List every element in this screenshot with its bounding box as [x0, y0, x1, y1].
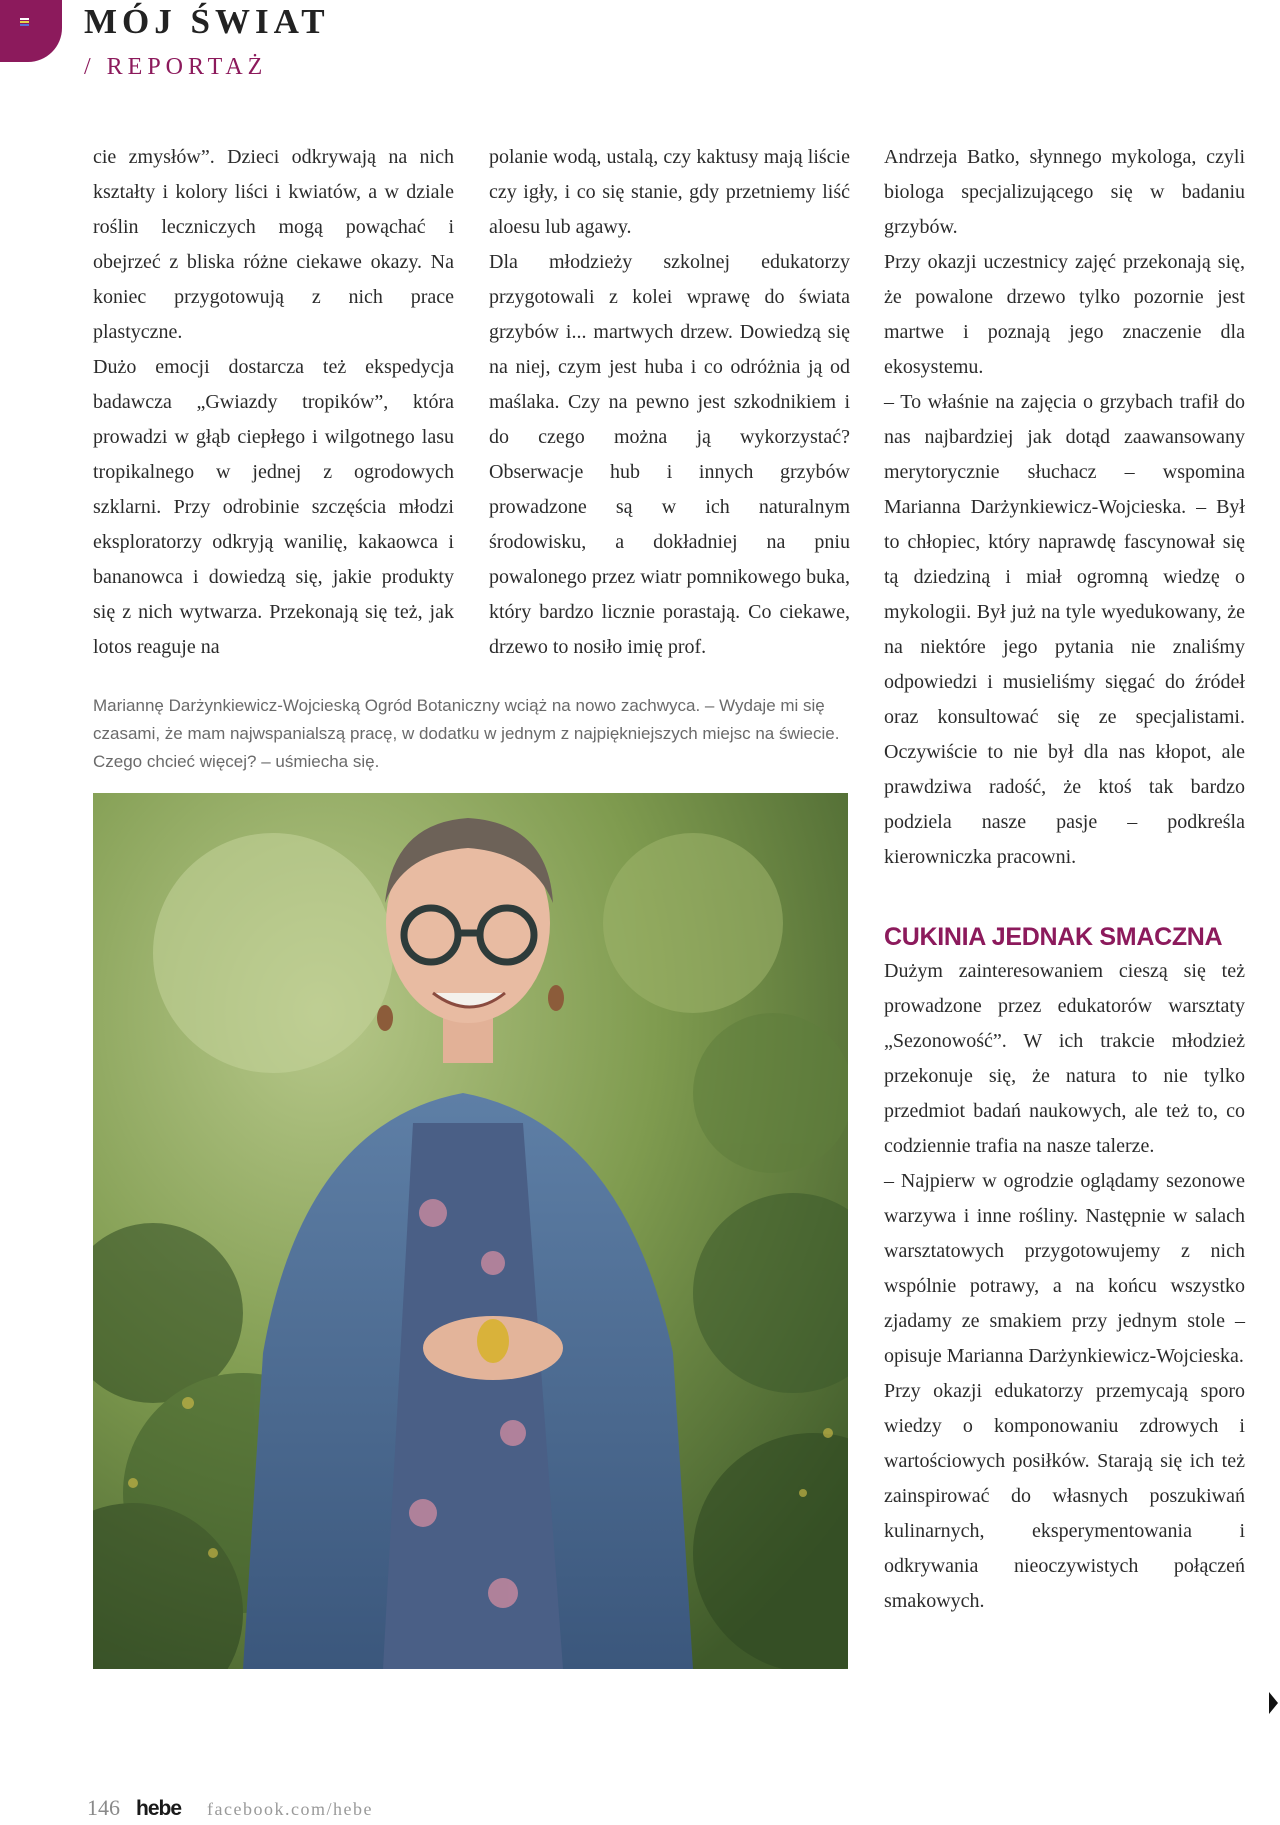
page-number: 146: [87, 1795, 120, 1820]
menu-button[interactable]: [0, 0, 62, 62]
paragraph: Dla młodzieży szkolnej edukatorzy przygotowali z kolei wprawę do świata grzybów i... martwych drzew. Dowiedzą się na niej, czym jest huba i co odróżnia ją od maślaka. Czy na pewno jest szkodnikiem i do czego można ją wykorzystać? Obserwacje hub i innych grzybów prowadzone są w ich naturalnym środowisku, a dokładniej na pniu powalonego przez wiatr pomnikowego buka, który bardzo licznie porastają. Co ciekawe, drzewo to nosiło imię prof.: [489, 251, 850, 658]
paragraph: – Najpierw w ogrodzie oglądamy sezonowe warzywa i inne rośliny. Następnie w salach warsztatowych przygotowujemy z nich wspólnie potrawy, a na końcu wszystko zjadamy ze smakiem przy jednym stole – opisuje Marianna Darżynkiewicz-Wojcieska.: [884, 1170, 1245, 1367]
social-link[interactable]: facebook.com/hebe: [207, 1799, 373, 1819]
brand-logo: hebe: [136, 1797, 182, 1820]
article-column-3: [884, 140, 1245, 1619]
paragraph: Przy okazji uczestnicy zajęć przekonają się, że powalone drzewo tylko pozornie jest martwe i poznają jego znaczenie dla ekosystemu.: [884, 251, 1245, 378]
hamburger-icon: [20, 18, 29, 27]
article-column-2: [489, 140, 850, 665]
paragraph: Dużo emocji dostarcza też ekspedycja badawcza „Gwiazdy tropików”, która prowadzi w głąb ciepłego i wilgotnego lasu tropikalnego w jednej z ogrodowych szklarni. Przy odrobinie szczęścia młodzi eksploratorzy odkryją wanilię, kakaowca i bananowca i dowiedzą się, jakie produkty się z nich wytwarza. Przekonają się też, jak lotos reaguje na: [93, 356, 454, 658]
next-page-arrow-icon[interactable]: [1269, 1692, 1278, 1714]
paragraph: Dużym zainteresowaniem cieszą się też prowadzone przez edukatorów warsztaty „Sezonowość”. W ich trakcie młodzież przekonuje się, że natura to nie tylko przedmiot badań naukowych, ale też to, co codziennie trafia na nasze talerze.: [884, 960, 1245, 1157]
portrait-photo: [93, 793, 848, 1669]
page-footer: [87, 1795, 373, 1825]
paragraph: Andrzeja Batko, słynnego mykologa, czyli biologa specjalizującego się w badaniu grzybów.: [884, 146, 1245, 238]
subheading: CUKINIA JEDNAK SMACZNA: [884, 923, 1223, 951]
paragraph: Przy okazji edukatorzy przemycają sporo wiedzy o komponowaniu zdrowych i wartościowych posiłków. Starają się ich też zainspirować do własnych poszukiwań kulinarnych, eksperymentowania i odkrywania nieoczywistych połączeń smakowych.: [884, 1380, 1245, 1612]
photo-caption: Mariannę Darżynkiewicz-Wojcieską Ogród Botaniczny wciąż na nowo zachwyca. – Wydaje mi się czasami, że mam najwspanialszą pracę, w dodatku w jednym z najpiękniejszych miejsc na świecie. Czego chcieć więcej? – uśmiecha się.: [93, 696, 840, 771]
paragraph: polanie wodą, ustalą, czy kaktusy mają liście czy igły, i co się stanie, gdy przetniemy liść aloesu lub agawy.: [489, 146, 850, 238]
paragraph: – To właśnie na zajęcia o grzybach trafił do nas najbardziej jak dotąd zaawansowany merytorycznie słuchacz – wspomina Marianna Darżynkiewicz-Wojcieska. – Był to chłopiec, który naprawdę fascynował się tą dziedziną i miał ogromną wiedzę o mykologii. Był już na tyle wyedukowany, że na niektóre jego pytania nie znaliśmy odpowiedzi i musieliśmy sięgać do źródeł oraz konsultować się ze specjalistami. Oczywiście to nie był dla nas kłopot, ale prawdziwa radość, że ktoś tak bardzo podziela nasze pasje – podkreśla kierowniczka pracowni.: [884, 391, 1245, 868]
article-column-1: [93, 140, 454, 665]
paragraph: cie zmysłów”. Dzieci odkrywają na nich kształty i kolory liści i kwiatów, a w dziale roślin leczniczych mogą powąchać i obejrzeć z bliska różne ciekawe okazy. Na koniec przygotowują z nich prace plastyczne.: [93, 146, 454, 343]
section-title: MÓJ ŚWIAT: [84, 2, 330, 41]
section-subtitle: / REPORTAŻ: [84, 54, 268, 80]
